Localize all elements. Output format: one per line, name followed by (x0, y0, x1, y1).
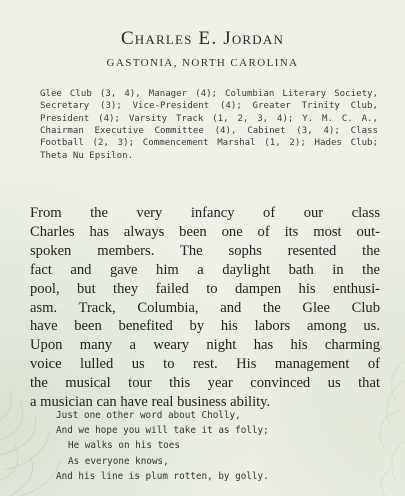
activities-list: Glee Club (3, 4), Manager (4); Columbian Literary Society, Secretary (3); Vice-President (4); Greater Trinity Club, President (4); Varsity Track (1, 2, 3, 4); Y. M. C. A., Chairman Executive Committee (4), Cabinet (3, 4); Class Football (2, 3); Commencement Marshal (1, 2); Hades Club; Theta Nu Epsilon. (40, 89, 378, 161)
bio-line: a musician can have real business ability. (30, 394, 271, 411)
bio-line: fact and gave him a daylight bath in the (30, 261, 380, 278)
bio-line: the musical tour this year convinced us that (30, 375, 380, 392)
bio-line: pool, but they failed to dampen his enthusi- (30, 280, 380, 297)
poem-line: As everyone knows, (68, 455, 169, 467)
student-name: Charles E. Jordan (120, 28, 285, 49)
poem-line: Just one other word about Cholly, (56, 410, 241, 421)
poem-line: And his line is plum rotten, by golly. (56, 470, 269, 482)
bio-line: From the very infancy of our class (30, 205, 380, 221)
poem-line: And we hope you will take it as folly; (56, 425, 269, 437)
bio-line: have been benefited by his labors among us. (30, 318, 380, 335)
biography-paragraph (30, 204, 380, 412)
poem-line: He walks on his toes (68, 440, 180, 452)
student-hometown: GASTONIA, NORTH CAROLINA (106, 57, 299, 69)
bio-line: asm. Track, Columbia, and the Glee Club (30, 299, 380, 316)
bio-line: voice lulled us to rest. His management of (30, 356, 380, 373)
bio-line: Upon many a weary night has his charming (30, 337, 380, 354)
bio-line: spoken members. The sophs resented the (30, 242, 380, 259)
limerick (56, 408, 376, 484)
bio-line: Charles has always been one of its most out- (30, 223, 380, 240)
